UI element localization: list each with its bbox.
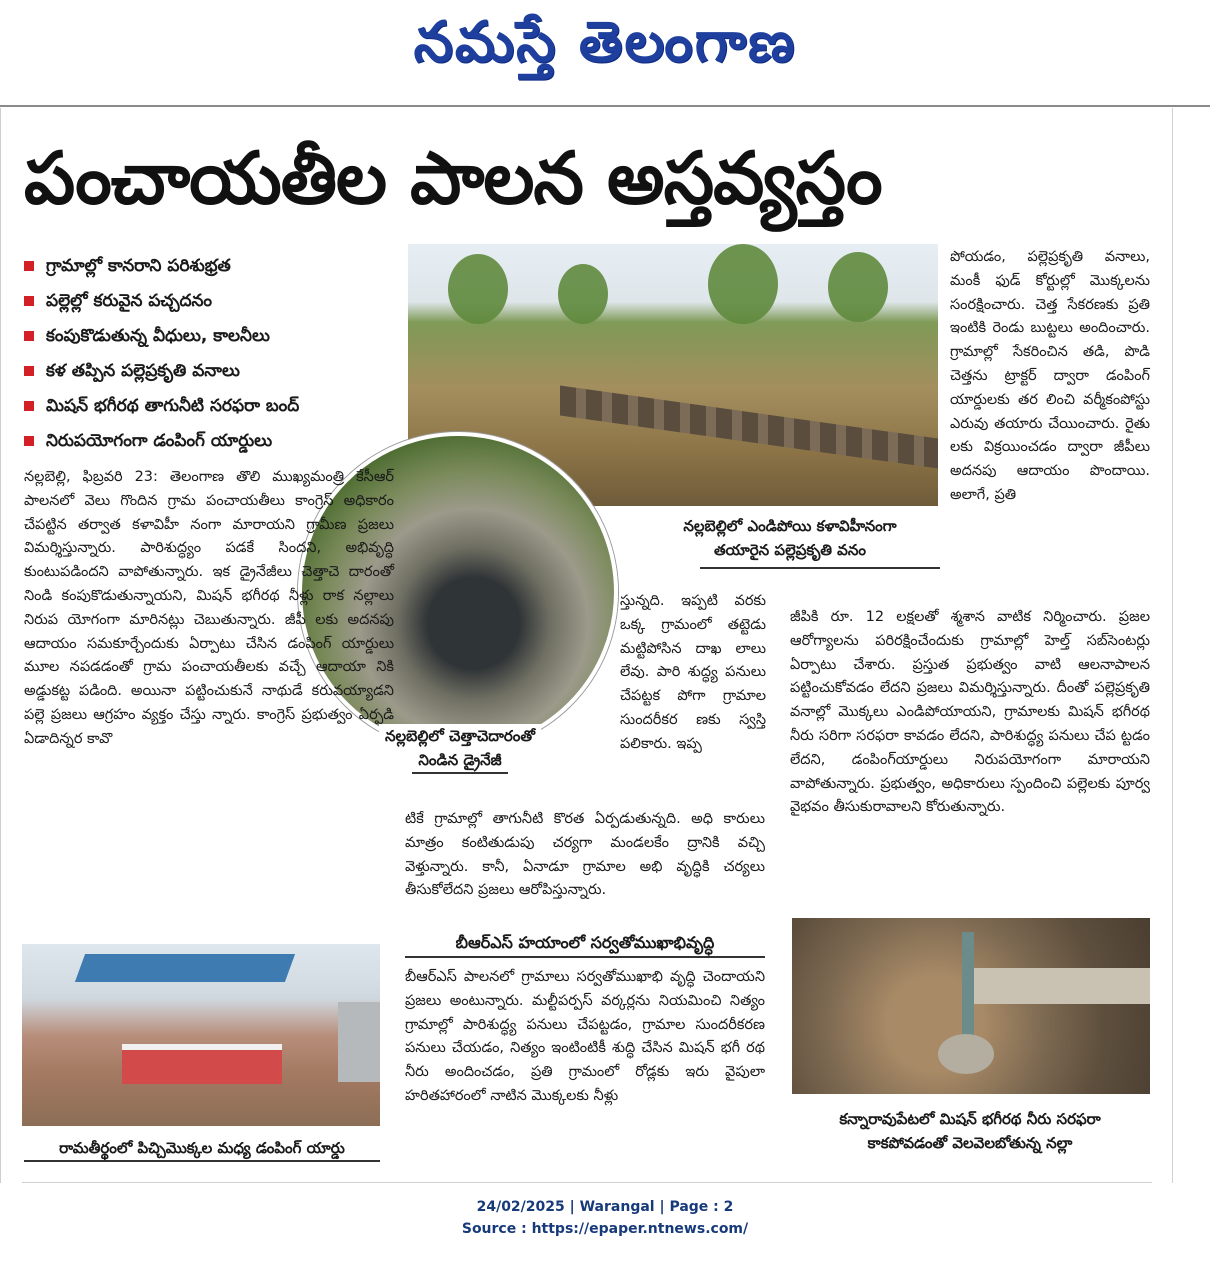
masthead — [0, 0, 1210, 105]
photo-dry-water-tap — [792, 918, 1150, 1094]
bullet-item: నిరుపయోగంగా డంపింగ్ యార్డులు — [24, 423, 404, 458]
edition-info: 24/02/2025 | Warangal | Page : 2 — [476, 1199, 734, 1215]
bullet-item: మిషన్ భగీరథ తాగునీటి సరఫరా బంద్ — [24, 388, 404, 423]
source-link[interactable]: Source : https://epaper.ntnews.com/ — [461, 1221, 749, 1237]
body-column-2-mid: టికే గ్రామాల్లో తాగునీటి కొరత ఏర్పడుతున్నది. అధి కారులు మాత్రం కంటితుడుపు చర్యగా మండలకేం ద్రానికి వచ్చి వెళ్తున్నారు. కానీ, ఏనాడూ గ్రామాల అభి వృద్ధికి చర్యలు తీసుకోలేదని ప్రజలు ఆరోపిస్తున్నారు. — [405, 811, 765, 899]
caption-underline — [700, 567, 940, 569]
highlight-bullets — [24, 248, 404, 458]
newspaper-logo: నమస్తే తెలంగాణ — [413, 10, 797, 75]
footer-divider — [22, 1182, 1152, 1183]
bullet-square-icon — [24, 261, 34, 271]
bullet-square-icon — [24, 436, 34, 446]
page-footer — [0, 1196, 1210, 1240]
body-column-3-top: పోయడం, పల్లెప్రకృతి వనాలు, మంకీ ఫుడ్ కోర్టుల్లో మొక్కలను సంరక్షించారు. చెత్త సేకరణకు ప్రతి ఇంటికి రెండు బుట్టలు అందించారు. గ్రామాల్లో సేకరించిన తడి, పొడి చెత్తను ట్రాక్టర్ ద్వారా డంపింగ్ యార్డులకు తర లించి వర్మీకంపోస్టు ఎరువు తయారు చేయించారు. రైతు లకు విక్రయించడం ద్వారా జీపీలు అదనపు ఆదాయం పొందాయి. అలాగే, ప్రతి — [950, 249, 1150, 503]
yard-wall — [122, 1044, 282, 1084]
tree-shape — [558, 264, 608, 324]
shed-roof — [75, 954, 295, 982]
bullet-item: కళ తప్పిన పల్లెప్రకృతి వనాలు — [24, 353, 404, 388]
tree-shape — [828, 252, 888, 322]
adjacent-article-strip — [1172, 108, 1210, 1183]
masthead-divider — [0, 105, 1210, 107]
body-column-1: నల్లబెల్లి, ఫిబ్రవరి 23: తెలంగాణ తొలి ముఖ్యమంత్రి కేసీఆర్ పాలనలో వెలు గొందిన గ్రామ పంచాయతీలు కాంగ్రెస్ అధికారం చేపట్టిన తర్వాత కళావిహీ నంగా మారాయని గ్రామీణ ప్రజలు విమర్శిస్తున్నారు. పారిశుద్ధ్యం పడకే సిందని, అభివృద్ధి కుంటుపడిందని వాపోతున్నారు. ఇక డ్రైనేజీలు చెత్తాచె దారంతో నిండి కంపుకొడుతున్నాయని, మిషన్ భగీరథ నీళ్లు రాక నల్లాలు నిరుప యోగంగా మారినట్లు చెబుతున్నారు. జీపీ లకు అదనపు ఆదాయం సమకూర్చేందుకు ఏర్పాటు చేసిన డంపింగ్ యార్డులు మూల నపడడంతో గ్రామ పంచాయతీలకు వచ్చే ఆదాయా నికి అడ్డుకట్ట పడింది. అయినా పట్టించుకునే నాథుడే కరువయ్యాడని పల్లె ప్రజలు ఆగ్రహం వ్యక్తం చేస్తు న్నారు. కాంగ్రెస్ ప్రభుత్వం ఏర్పడి ఏడాదిన్నర కావొ — [24, 469, 394, 747]
bullet-item: గ్రామాల్లో కానరాని పరిశుభ్రత — [24, 248, 404, 283]
caption-dumping-yard: రామతీర్థంలో పిచ్చిమొక్కల మధ్య డంపింగ్ యార్డు — [24, 1136, 380, 1162]
tree-shape — [448, 254, 508, 324]
section-subheading: బీఆర్‌ఎస్ హయాంలో సర్వతోముఖాభివృద్ధి — [405, 930, 765, 958]
tank-wall — [968, 968, 1150, 1004]
tree-shape — [708, 244, 778, 324]
body-column-2-top: స్తున్నది. ఇప్పటి వరకు ఒక్క గ్రామంలో తట్టెడు మట్టిపోసిన దాఖ లాలు లేవు. పారి శుద్ధ్య పనులు చేపట్టక పోగా గ్రామాల సుందరీకర ణకు స్వస్తి పలికారు. ఇప్ప — [620, 593, 766, 752]
body-column-3-bottom: జీపికి రూ. 12 లక్షలతో శ్మశాన వాటిక నిర్మించారు. ప్రజల ఆరోగ్యాలను పరిరక్షించేందుకు గ్రామాల్లో హెల్త్ సబ్‌సెంటర్లు ఏర్పాటు చేశారు. ప్రస్తుత ప్రభుత్వం వాటి ఆలనాపాలన పట్టించుకోవడం లేదని ప్రజలు విమర్శిస్తున్నారు. దీంతో పల్లెప్రకృతి వనాల్లో మొక్కలు ఎండిపోయాయని, గ్రామాలకు మిషన్ భగీరథ నీరు సరిగా సరఫరా కావడం లేదని, పారిశుద్ధ్య పనులు చేప ట్టడం లేదని, డంపింగ్‌యార్డులు నిరుపయోగంగా మారాయని వాపోతున్నారు. ప్రభుత్వం, అధికారులు స్పందించి పల్లెలకు పూర్వ వైభవం తీసుకురావాలని కోరుతున్నారు. — [790, 609, 1150, 816]
bullet-square-icon — [24, 296, 34, 306]
tap-pipe — [962, 932, 974, 1042]
bullet-item: పల్లెల్లో కరువైన పచ్చదనం — [24, 283, 404, 318]
tap-base — [938, 1034, 994, 1074]
caption-water-tap: కన్నారావుపేటలో మిషన్ భగీరథ నీరు సరఫరా కాకపోవడంతో వెలవెలబోతున్న నల్లా — [839, 1110, 1101, 1152]
body-column-2-bottom: బీఆర్‌ఎస్ పాలనలో గ్రామాలు సర్వతోముఖాభి వృద్ధి చెందాయని ప్రజలు అంటున్నారు. మల్టీపర్పస్ వర్కర్లను నియమించి నిత్యం గ్రామాల్లో పారిశుద్ధ్య పనులు చేపట్టడం, గ్రామాల సుందరీకరణ పనులు చేయడం, నిత్యం ఇంటింటికీ శుద్ధి చేసిన మిషన్ భగీ రథ నీరు అందించడం, ప్రతి గ్రామంలో రోడ్లకు ఇరు వైపులా హరితహారంలో నాటిన మొక్కలకు నీళ్లు — [405, 969, 765, 1104]
article-headline: పంచాయతీల పాలన అస్తవ్యస్తం — [24, 136, 882, 220]
bullet-square-icon — [24, 401, 34, 411]
caption-drain: నల్లబెల్లిలో చెత్తాచెదారంతో నిండిన డ్రైనేజీ — [340, 724, 580, 774]
bullet-item: కంపుకొడుతున్న వీధులు, కాలనీలు — [24, 318, 404, 353]
caption-nature-park: నల్లబెల్లిలో ఎండిపోయి కళావిహీనంగా తయారైన పల్లెప్రకృతి వనం — [640, 514, 940, 562]
bullet-square-icon — [24, 331, 34, 341]
bullet-square-icon — [24, 366, 34, 376]
photo-dumping-yard — [22, 944, 380, 1126]
small-building — [338, 1002, 380, 1082]
